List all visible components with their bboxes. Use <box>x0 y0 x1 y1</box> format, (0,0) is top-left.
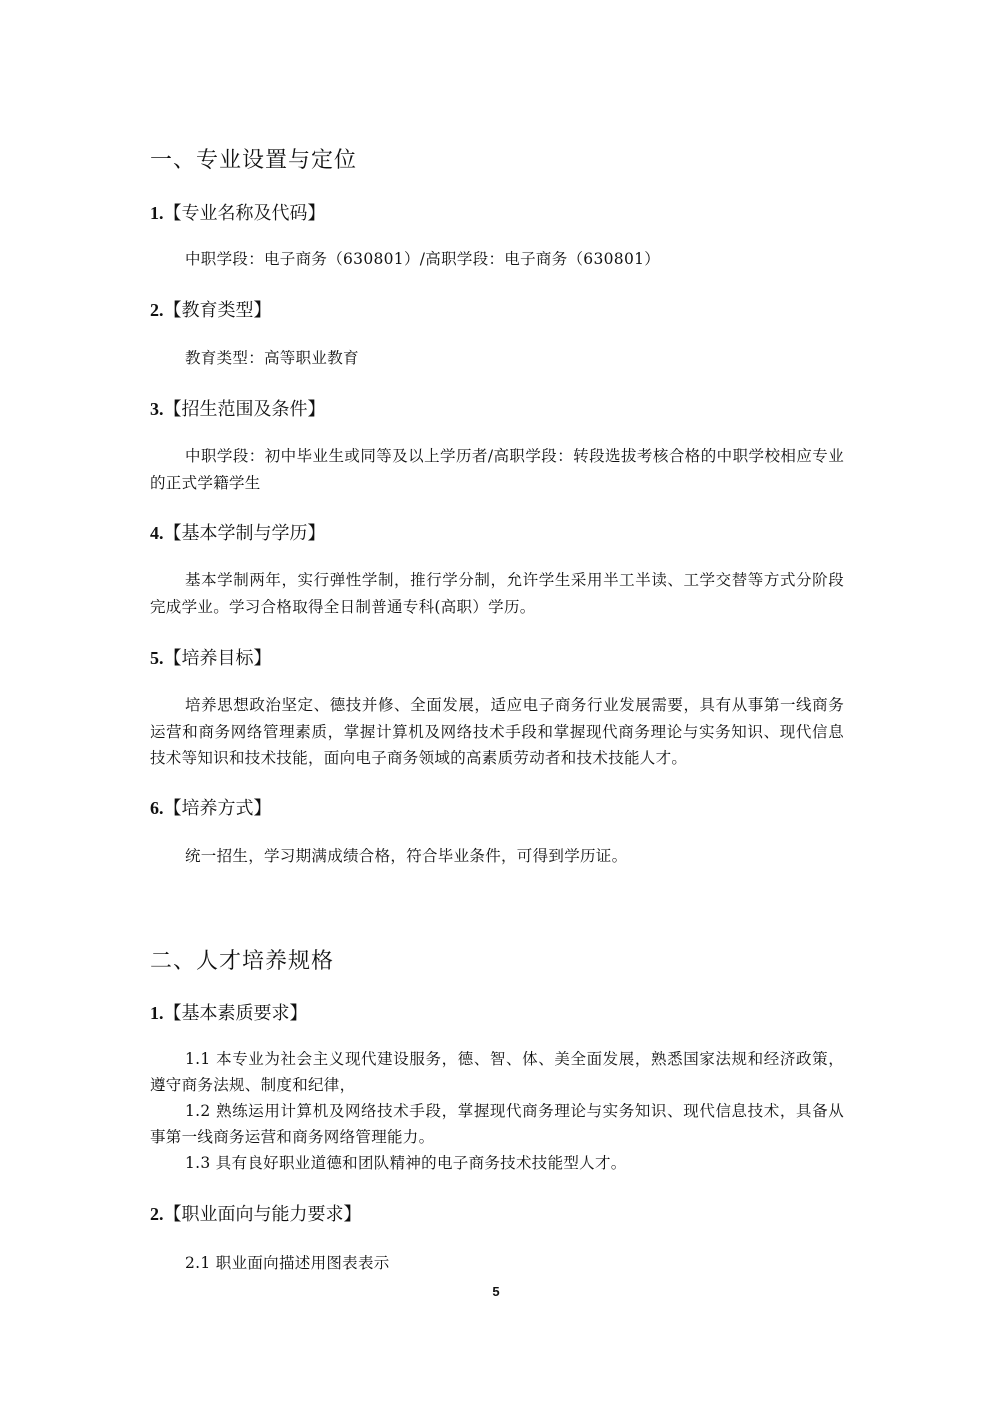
paragraph-training-method: 统一招生，学习期满成绩合格，符合毕业条件，可得到学历证。 <box>185 847 628 865</box>
heading-text: 【职业面向与能力要求】 <box>163 1204 362 1225</box>
heading-enrollment-scope <box>150 395 326 421</box>
heading-text: 【招生范围及条件】 <box>163 399 326 420</box>
section-title-talent-spec: 二、人才培养规格 <box>150 949 335 974</box>
heading-basic-quality <box>150 999 308 1025</box>
basic-quality-list <box>150 1046 844 1176</box>
heading-training-method <box>150 794 272 820</box>
heading-text: 【教育类型】 <box>163 300 272 321</box>
heading-number: 2. <box>150 300 164 320</box>
paragraph-career-orientation: 2.1 职业面向描述用图表表示 <box>185 1254 390 1272</box>
paragraph-major-name-code: 中职学段：电子商务（630801）/高职学段：电子商务（630801） <box>185 250 661 268</box>
heading-training-goal <box>150 644 272 670</box>
heading-number: 1. <box>150 203 164 223</box>
heading-career-orientation <box>150 1200 362 1226</box>
heading-number: 1. <box>150 1003 164 1023</box>
list-item: 1.2 熟练运用计算机及网络技术手段，掌握现代商务理论与实务知识、现代信息技术，具备从事第一线商务运营和商务网络管理能力。 <box>150 1102 844 1146</box>
paragraph-study-system: 基本学制两年，实行弹性学制，推行学分制，允许学生采用半工半读、工学交替等方式分阶段完成学业。学习合格取得全日制普通专科(高职）学历。 <box>150 571 844 616</box>
heading-text: 【基本学制与学历】 <box>163 523 326 544</box>
heading-major-name-code <box>150 199 326 225</box>
heading-text: 【培养方式】 <box>163 798 272 819</box>
heading-number: 5. <box>150 648 164 668</box>
paragraph-education-type: 教育类型：高等职业教育 <box>185 349 359 367</box>
heading-number: 3. <box>150 399 164 419</box>
paragraph-training-goal: 培养思想政治坚定、德技并修、全面发展，适应电子商务行业发展需要，具有从事第一线商务运营和商务网络管理素质，掌握计算机及网络技术手段和掌握现代商务理论与实务知识、现代信息技术等知识和技术技能，面向电子商务领域的高素质劳动者和技术技能人才。 <box>150 696 844 767</box>
heading-education-type <box>150 296 272 322</box>
list-item: 1.1 本专业为社会主义现代建设服务，德、智、体、美全面发展，熟悉国家法规和经济政策，遵守商务法规、制度和纪律， <box>150 1050 844 1094</box>
heading-text: 【培养目标】 <box>163 648 272 669</box>
heading-text: 【专业名称及代码】 <box>163 203 326 224</box>
section-title-positioning: 一、专业设置与定位 <box>150 148 358 173</box>
list-item: 1.3 具有良好职业道德和团队精神的电子商务技术技能型人才。 <box>185 1154 627 1172</box>
heading-study-system <box>150 519 326 545</box>
heading-number: 4. <box>150 523 164 543</box>
heading-number: 2. <box>150 1204 164 1224</box>
heading-number: 6. <box>150 798 164 818</box>
page-number: 5 <box>492 1284 500 1299</box>
heading-text: 【基本素质要求】 <box>163 1003 308 1024</box>
paragraph-enrollment-scope: 中职学段：初中毕业生或同等及以上学历者/高职学段：转段选拔考核合格的中职学校相应专业的正式学籍学生 <box>150 447 844 492</box>
